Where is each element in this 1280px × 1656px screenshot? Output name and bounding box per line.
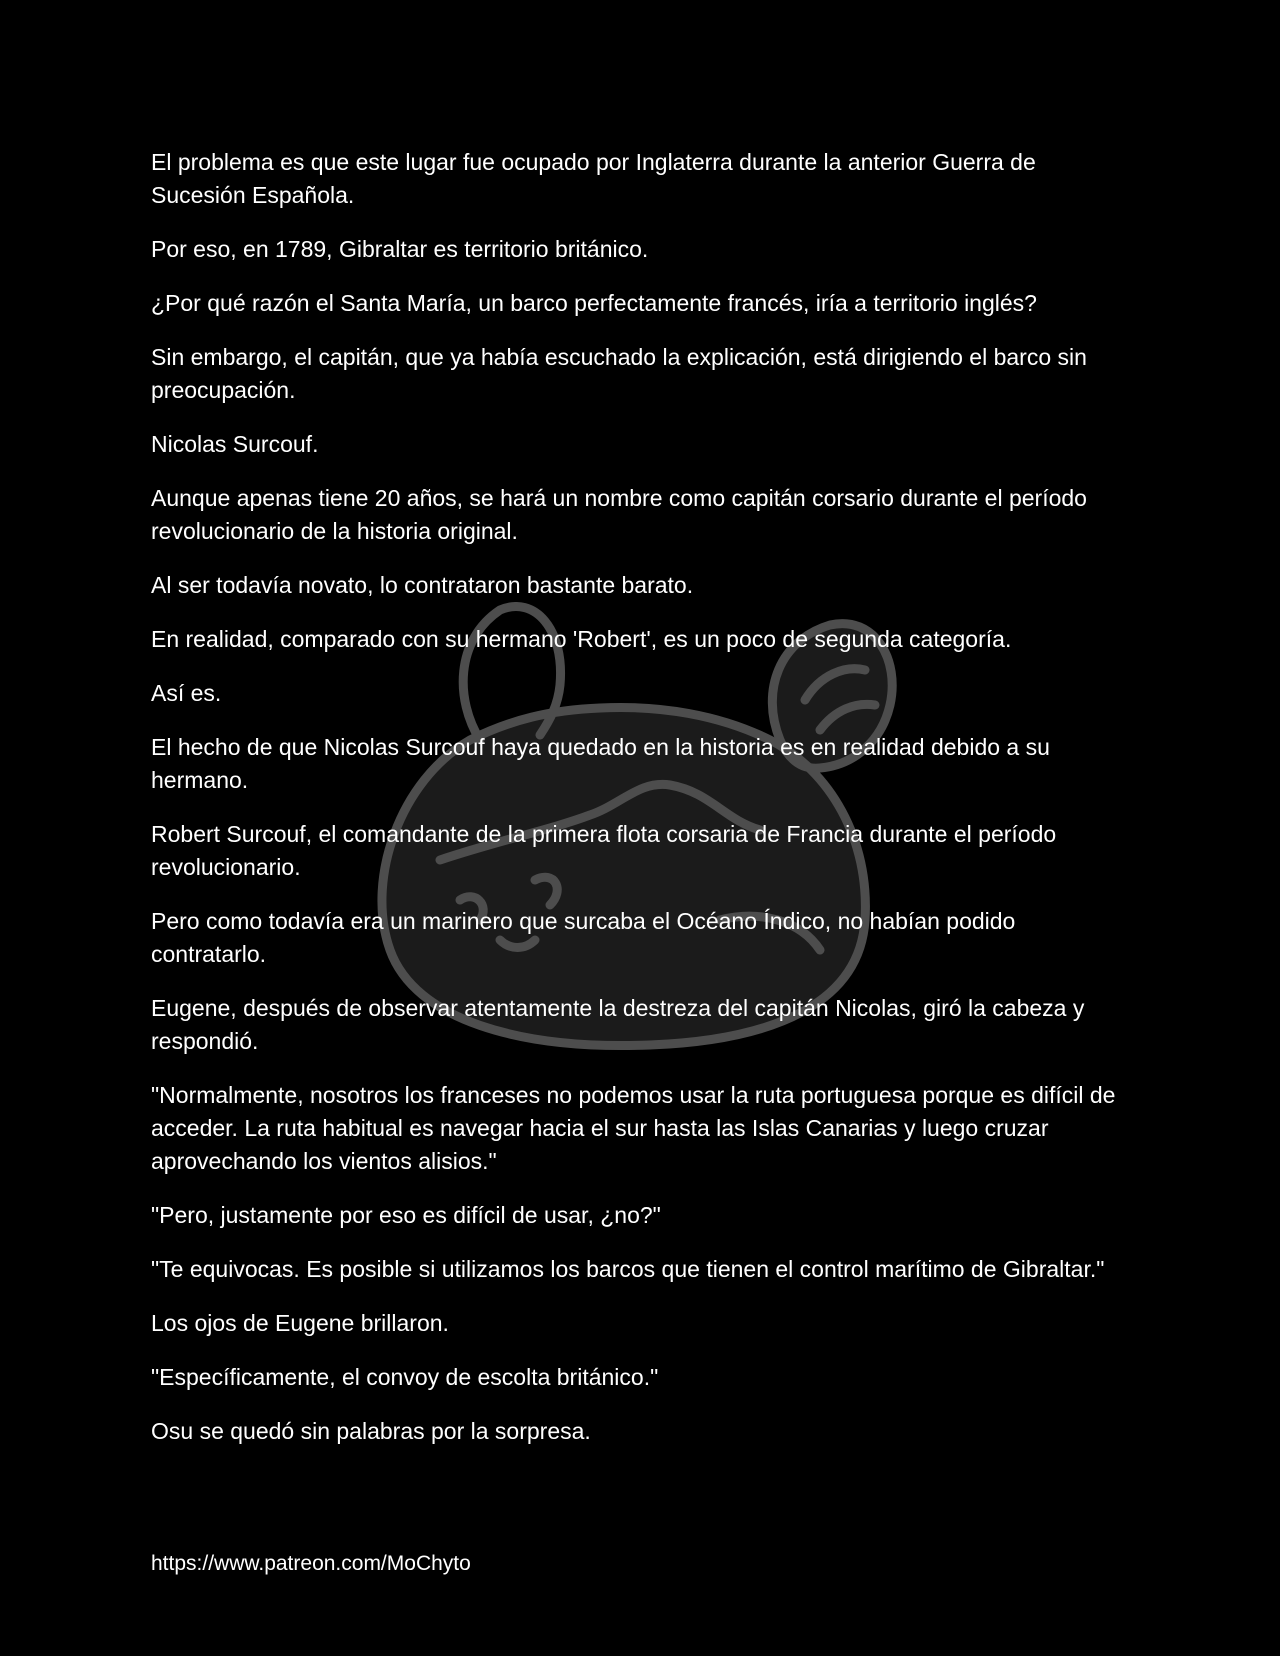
patreon-link[interactable]: https://www.patreon.com/MoChyto <box>151 1552 471 1575</box>
paragraph: Osu se quedó sin palabras por la sorpresa. <box>151 1418 591 1444</box>
paragraph: Al ser todavía novato, lo contrataron bastante barato. <box>151 572 694 598</box>
paragraph: Por eso, en 1789, Gibraltar es territorio británico. <box>151 236 649 262</box>
paragraph: Aunque apenas tiene 20 años, se hará un nombre como capitán corsario durante el período revolucionario de la historia original. <box>151 485 1087 544</box>
paragraph: Nicolas Surcouf. <box>151 431 319 457</box>
paragraph: El problema es que este lugar fue ocupado por Inglaterra durante la anterior Guerra de Sucesión Española. <box>151 149 1036 208</box>
paragraph: Pero como todavía era un marinero que surcaba el Océano Índico, no habían podido contratarlo. <box>151 908 1016 967</box>
paragraph: "Normalmente, nosotros los franceses no podemos usar la ruta portuguesa porque es difícil de acceder. La ruta habitual es navegar hacia el sur hasta las Islas Canarias y luego cruzar aprovechando los vientos alisios." <box>151 1082 1116 1174</box>
paragraph: "Específicamente, el convoy de escolta británico." <box>151 1364 659 1390</box>
paragraph: En realidad, comparado con su hermano 'Robert', es un poco de segunda categoría. <box>151 626 1012 652</box>
paragraph: "Pero, justamente por eso es difícil de usar, ¿no?" <box>151 1202 661 1228</box>
paragraph: ¿Por qué razón el Santa María, un barco perfectamente francés, iría a territorio inglés? <box>151 290 1037 316</box>
paragraph: Eugene, después de observar atentamente la destreza del capitán Nicolas, giró la cabeza y respondió. <box>151 995 1085 1054</box>
paragraph: Los ojos de Eugene brillaron. <box>151 1310 449 1336</box>
document-body <box>151 146 1131 1469</box>
paragraph: El hecho de que Nicolas Surcouf haya quedado en la historia es en realidad debido a su hermano. <box>151 734 1050 793</box>
paragraph: "Te equivocas. Es posible si utilizamos los barcos que tienen el control marítimo de Gibraltar." <box>151 1256 1105 1282</box>
paragraph: Así es. <box>151 680 222 706</box>
paragraph: Robert Surcouf, el comandante de la primera flota corsaria de Francia durante el período revolucionario. <box>151 821 1057 880</box>
paragraph: Sin embargo, el capitán, que ya había escuchado la explicación, está dirigiendo el barco sin preocupación. <box>151 344 1087 403</box>
